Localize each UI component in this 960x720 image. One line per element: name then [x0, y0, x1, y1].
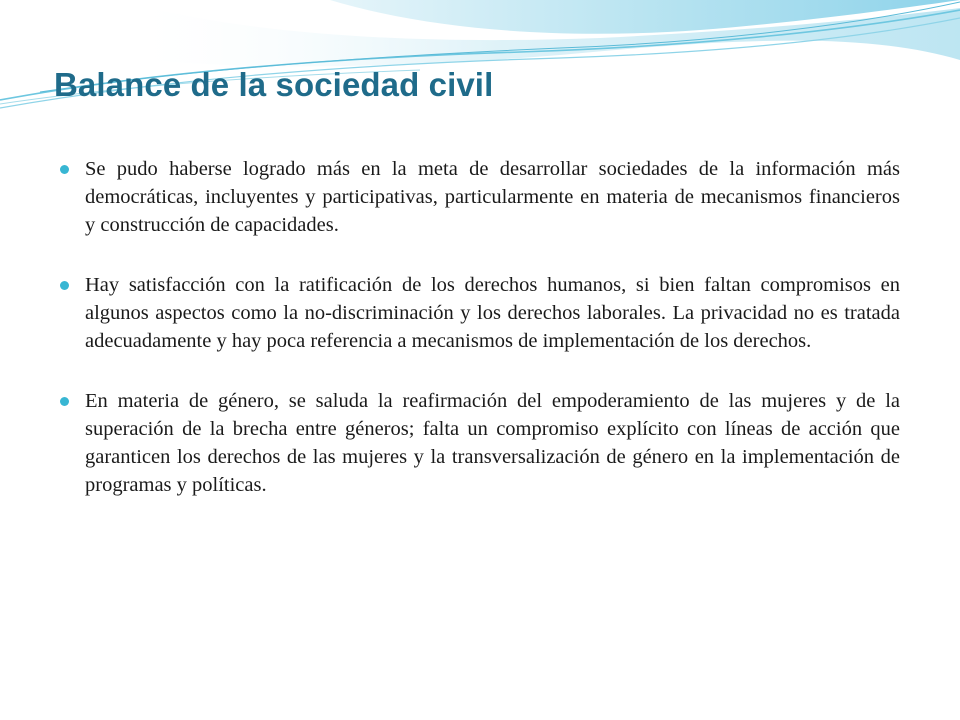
bullet-list [60, 155, 900, 531]
bullet-item [60, 271, 900, 355]
bullet-dot-icon [60, 165, 69, 174]
bullet-dot-icon [60, 397, 69, 406]
bullet-item [60, 387, 900, 499]
bullet-dot-icon [60, 281, 69, 290]
bullet-text: En materia de género, se saluda la reafirmación del empoderamiento de las mujeres y de la superación de la brecha entre géneros; falta un compromiso explícito con líneas de acción que garanticen los derechos de las mujeres y la transversalización de género en la implementación de programas y políticas. [85, 390, 900, 496]
bullet-text: Se pudo haberse logrado más en la meta de desarrollar sociedades de la información más democráticas, incluyentes y participativas, particularmente en materia de mecanismos financieros y construcción de capacidades. [85, 158, 900, 236]
bullet-item [60, 155, 900, 239]
wave-decoration [0, 0, 960, 130]
bullet-text: Hay satisfacción con la ratificación de los derechos humanos, si bien faltan compromisos en algunos aspectos como la no-discriminación y los derechos laborales. La privacidad no es tratada adecuadamente y hay poca referencia a mecanismos de implementación de los derechos. [85, 274, 900, 352]
slide-title: Balance de la sociedad civil [54, 66, 494, 103]
